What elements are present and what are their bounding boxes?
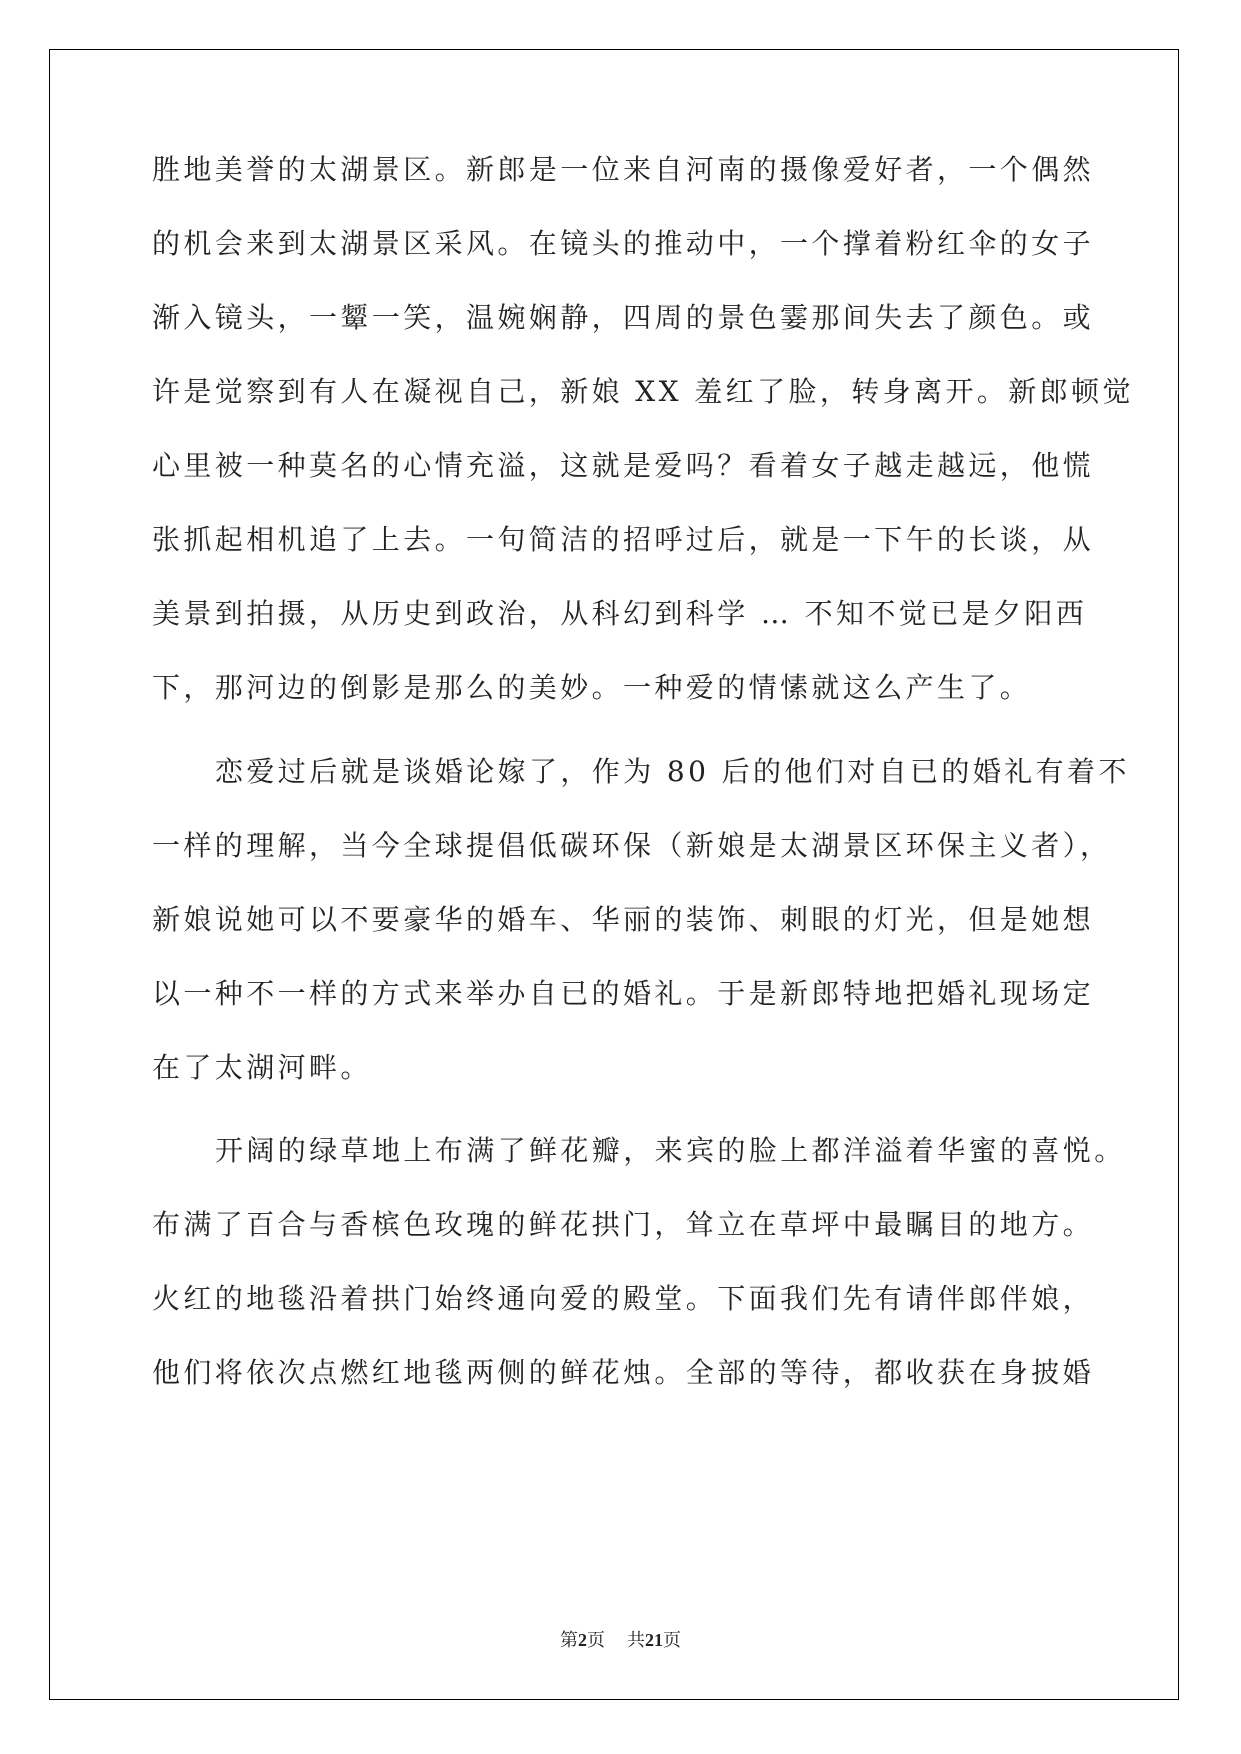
text-line-8: 下，那河边的倒影是那么的美妙。一种爱的情愫就这么产生了。: [152, 671, 1032, 704]
page-prefix: 第: [560, 1630, 578, 1650]
total-prefix: 共: [627, 1630, 645, 1650]
text-line-15: 布满了百合与香槟色玫瑰的鲜花拱门，耸立在草坪中最瞩目的地方。: [152, 1208, 1095, 1241]
text-line-14: 开阔的绿草地上布满了鲜花瓣，来宾的脸上都洋溢着华蜜的喜悦。: [215, 1134, 1126, 1167]
page-number: 2: [578, 1630, 587, 1650]
page-footer: [0, 1626, 1241, 1652]
text-line-10: 一样的理解，当今全球提倡低碳环保（新娘是太湖景区环保主义者），: [152, 829, 1112, 862]
text-line-16: 火红的地毯沿着拱门始终通向爱的殿堂。下面我们先有请伴郎伴娘，: [152, 1282, 1095, 1315]
text-line-6: 张抓起相机追了上去。一句简洁的招呼过后，就是一下午的长谈，从: [152, 523, 1095, 556]
page-border: [49, 49, 1179, 1700]
text-line-13: 在了太湖河畔。: [152, 1051, 372, 1084]
text-line-12: 以一种不一样的方式来举办自已的婚礼。于是新郎特地把婚礼现场定: [152, 977, 1095, 1010]
text-line-7: 美景到拍摄，从历史到政治，从科幻到科学 … 不知不觉已是夕阳西: [152, 597, 1088, 630]
text-line-4: 许是觉察到有人在凝视自己，新娘 XX 羞红了脸，转身离开。新郎顿觉: [152, 375, 1134, 408]
text-line-2: 的机会来到太湖景区采风。在镜头的推动中，一个撑着粉红伞的女子: [152, 227, 1095, 260]
total-pages: 21: [645, 1630, 663, 1650]
text-line-11: 新娘说她可以不要豪华的婚车、华丽的装饰、刺眼的灯光，但是她想: [152, 903, 1095, 936]
text-line-5: 心里被一种莫名的心情充溢，这就是爱吗？看着女子越走越远，他慌: [152, 449, 1095, 482]
text-line-17: 他们将依次点燃红地毯两侧的鲜花烛。全部的等待，都收获在身披婚: [152, 1356, 1095, 1389]
text-line-3: 渐入镜头，一颦一笑，温婉娴静，四周的景色霎那间失去了颜色。或: [152, 301, 1095, 334]
total-suffix: 页: [663, 1630, 681, 1650]
text-line-1: 胜地美誉的太湖景区。新郎是一位来自河南的摄像爱好者，一个偶然: [152, 153, 1095, 186]
page-suffix: 页: [587, 1630, 605, 1650]
text-line-9: 恋爱过后就是谈婚论嫁了，作为 80 后的他们对自已的婚礼有着不: [215, 755, 1130, 788]
